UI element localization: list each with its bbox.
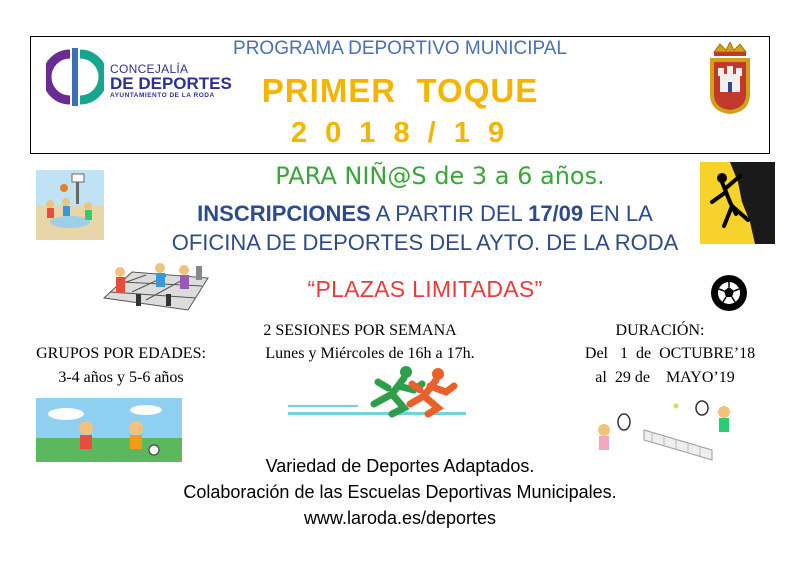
season-title: 2 0 1 8 / 1 9 xyxy=(290,117,510,149)
groups-ages: 3-4 años y 5-6 años xyxy=(58,369,184,386)
registration-text-1: A PARTIR DEL xyxy=(370,201,529,226)
registration-text-2: EN LA xyxy=(583,201,653,226)
soccer-ball-icon xyxy=(710,274,748,312)
event-title: PRIMER TOQUE xyxy=(261,72,539,109)
kids-playing-image xyxy=(36,398,182,462)
logo-text-concejalia: CONCEJALÍA xyxy=(110,62,189,76)
registration-keyword: INSCRIPCIONES xyxy=(197,201,371,226)
footer-collaboration: Colaboración de las Escuelas Deportivas Municipales. xyxy=(183,482,617,502)
duration-start: Del 1 de OCTUBRE’18 xyxy=(584,345,756,362)
registration-line-2: OFICINA DE DEPORTES DEL AYTO. DE LA RODA xyxy=(171,230,679,255)
sessions-title: 2 SESIONES POR SEMANA xyxy=(263,322,457,339)
runners-image xyxy=(288,364,466,420)
duration-end: al 29 de MAYO’19 xyxy=(595,369,735,386)
registration-line-1 xyxy=(0,201,800,227)
program-title: PROGRAMA DEPORTIVO MUNICIPAL xyxy=(233,38,567,59)
registration-date: 17/09 xyxy=(528,201,584,226)
sessions-schedule: Lunes y Miércoles de 16h a 17h. xyxy=(265,345,475,362)
logo-text-ayuntamiento: AYUNTAMIENTO DE LA RODA xyxy=(110,92,215,99)
limited-places-notice: “PLAZAS LIMITADAS” xyxy=(307,276,543,302)
logo-text-deportes: DE DEPORTES xyxy=(110,74,232,93)
footer-adapted-sports: Variedad de Deportes Adaptados. xyxy=(265,456,535,476)
tennis-kids-image xyxy=(584,400,744,462)
duration-title: DURACIÓN: xyxy=(615,322,705,339)
groups-title: GRUPOS POR EDADES: xyxy=(36,345,206,362)
town-crest-icon xyxy=(706,42,754,116)
audience-text: PARA NIÑ@S de 3 a 6 años. xyxy=(275,162,605,190)
footer-website-link[interactable]: www.laroda.es/deportes xyxy=(303,508,497,528)
